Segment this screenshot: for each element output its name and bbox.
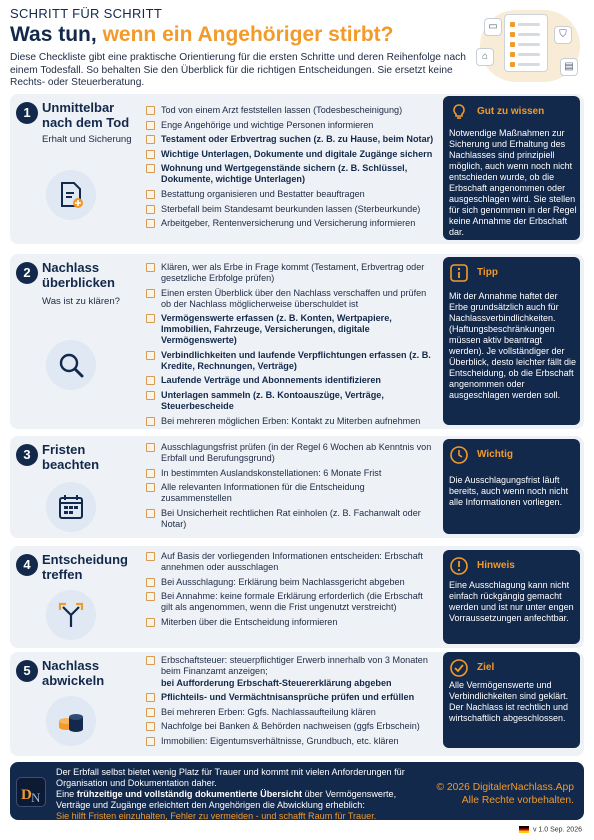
checklist-item[interactable]: Vermögenswerte erfassen (z. B. Konten, Wertpapiere, Immobilien, Fahrzeuge, Versicherungen, digitale Vermögenswerte) — [146, 313, 436, 346]
step-number: 1 — [16, 102, 38, 124]
clock-icon — [449, 445, 469, 465]
checkbox[interactable] — [146, 314, 155, 323]
checkbox[interactable] — [146, 737, 155, 746]
section-subtitle: Was ist zu klären? — [42, 296, 121, 307]
step-number: 2 — [16, 262, 38, 284]
footer-line-2: Eine frühzeitige und vollständig dokumentierte Übersicht über Vermögenswerte, Verträge und Zugänge erleichtert den Angehörigen die Abwicklung erheblich: — [56, 789, 397, 810]
checklist — [146, 105, 436, 233]
footer-message — [56, 767, 408, 822]
checklist-item[interactable]: Wichtige Unterlagen, Dokumente und digitale Zugänge sichern — [146, 149, 436, 160]
checklist-item[interactable]: Unterlagen sammeln (z. B. Kontoauszüge, Verträge, Steuerbescheide — [146, 390, 436, 412]
checkbox[interactable] — [146, 376, 155, 385]
checkbox[interactable] — [146, 121, 155, 130]
title-plain: Was tun, — [10, 23, 97, 46]
warning-icon — [449, 556, 469, 576]
version-label: v 1.0 Sep. 2026 — [519, 826, 582, 833]
checkbox[interactable] — [146, 135, 155, 144]
checkbox[interactable] — [146, 351, 155, 360]
checklist-illustration — [474, 6, 584, 84]
checkbox[interactable] — [146, 190, 155, 199]
step-number: 3 — [16, 444, 38, 466]
checkbox[interactable] — [146, 417, 155, 426]
checkbox[interactable] — [146, 592, 155, 601]
coins-icon — [46, 696, 96, 746]
svg-text:N: N — [31, 790, 41, 805]
checklist-item[interactable]: Bei mehreren möglichen Erben: Kontakt zu Miterben aufnehmen — [146, 416, 436, 427]
checklist — [146, 551, 436, 631]
checklist — [146, 655, 436, 751]
section-title: Nachlass abwickeln — [42, 658, 105, 688]
rights-line: Alle Rechte vorbehalten. — [461, 795, 574, 806]
checklist — [146, 262, 436, 430]
checklist-item[interactable]: Bei Unsicherheit rechtlichen Rat einholen (z. B. Fachanwalt oder Notar) — [146, 508, 436, 530]
tip-body: Mit der Annahme haftet der Erbe grundsätzlich auch für Nachlassverbindlichkeiten. (Haftungsbeschränkungen müssen aktiv beantragt werden). Je vollständiger der Überblick, desto leichter fällt die Entscheidung, ob die Erbschaft angenommen oder ausgeschlagen werden soll. — [449, 291, 577, 400]
tip-body: Eine Ausschlagung kann nicht einfach rückgängig gemacht werden und ist nur unter engen Vorraussetzungen anfechtbar. — [449, 580, 574, 623]
checkbox[interactable] — [146, 708, 155, 717]
tip-body: Die Ausschlagungsfrist läuft bereits, auch wenn noch nicht alle Informationen vorliegen. — [449, 475, 569, 507]
title-accent: wenn ein Angehöriger stirbt? — [102, 23, 394, 46]
checkbox[interactable] — [146, 578, 155, 587]
checklist-item[interactable]: Enge Angehörige und wichtige Personen informieren — [146, 120, 436, 131]
brand-logo — [16, 777, 46, 807]
checklist-item[interactable]: Immobilien: Eigentumsverhältnisse, Grundbuch, etc. klären — [146, 736, 436, 747]
checklist-item[interactable]: Klären, wer als Erbe in Frage kommt (Testament, Erbvertrag oder gesetzliche Erbfolge prüfen) — [146, 262, 436, 284]
checklist-item[interactable]: Testament oder Erbvertrag suchen (z. B. zu Hause, beim Notar) — [146, 134, 436, 145]
shield-icon: ⛉ — [554, 26, 572, 44]
checklist-item[interactable]: Alle relevanten Informationen für die Entscheidung zusammenstellen — [146, 482, 436, 504]
checkbox[interactable] — [146, 289, 155, 298]
checklist-item[interactable]: Einen ersten Überblick über den Nachlass verschaffen und prüfen ob der Nachlass möglicherweise überschuldet ist — [146, 288, 436, 310]
section-title: Fristen beachten — [42, 442, 100, 472]
checkbox[interactable] — [146, 164, 155, 173]
tip-box — [443, 652, 580, 748]
checklist-item-continuation: bei Aufforderung Erbschaft-Steuererklärung abgeben — [161, 677, 392, 688]
checklist-item[interactable]: Laufende Verträge und Abonnements identifizieren — [146, 375, 436, 386]
checklist-item[interactable]: Bei Annahme: keine formale Erklärung erforderlich (die Erbschaft gilt als angenommen, wenn die Frist ungenutzt verstreicht) — [146, 591, 436, 613]
footer-line-1: Der Erbfall selbst bietet wenig Platz für Trauer und kommt mit vielen Anforderungen für Organisation und Dokumentation daher. — [56, 767, 405, 788]
tip-box — [443, 96, 580, 240]
section-title: Nachlass überblicken — [42, 260, 115, 290]
checkbox[interactable] — [146, 509, 155, 518]
kicker: SCHRITT FÜR SCHRITT — [10, 6, 163, 21]
info-icon — [449, 263, 469, 283]
checkbox[interactable] — [146, 263, 155, 272]
checkbox[interactable] — [146, 722, 155, 731]
tip-body: Notwendige Maßnahmen zur Sicherung und Erhaltung des Nachlasses sind prinzipiell möglich, auch wenn noch nicht entschieden wurde, ob die Erbschaft angenommen oder ausgeschlagen wird. Sie stellen für sich genommen in der Regel keine Annahme der Erbschaft dar. — [449, 128, 577, 237]
checkbox[interactable] — [146, 469, 155, 478]
section-title: Entscheidung treffen — [42, 552, 128, 582]
checkbox[interactable] — [146, 656, 155, 665]
section-subtitle: Erhalt und Sicherung — [42, 134, 132, 145]
checklist-item[interactable]: Erbschaftsteuer: steuerpflichtiger Erwerb innerhalb von 3 Monaten beim Finanzamt anzeigen; — [146, 655, 436, 677]
checklist-item[interactable]: Sterbefall beim Standesamt beurkunden lassen (Sterbeurkunde) — [146, 204, 436, 215]
section-5 — [10, 652, 584, 756]
tip-title: Ziel — [477, 662, 495, 673]
checkbox[interactable] — [146, 205, 155, 214]
checklist-item[interactable]: Ausschlagungsfrist prüfen (in der Regel 6 Wochen ab Kenntnis von Erbfall und Berufungsgrund) — [146, 442, 436, 464]
checklist-item[interactable]: In bestimmten Auslandskonstellationen: 6 Monate Frist — [146, 468, 436, 479]
intro-text: Diese Checkliste gibt eine praktische Orientierung für die ersten Schritte und deren Reihenfolge nach einem Todesfall. So behalten Sie den Überblick für die richtigen Entscheidungen. Sie ersetzt keine Rechts- oder Steuerberatung. — [10, 52, 466, 89]
checklist-item[interactable]: Bestattung organisieren und Bestatter beauftragen — [146, 189, 436, 200]
checklist-item[interactable]: Auf Basis der vorliegenden Informationen entscheiden: Erbschaft annehmen oder ausschlagen — [146, 551, 436, 573]
checklist-item[interactable]: Tod von einem Arzt feststellen lassen (Todesbescheinigung) — [146, 105, 436, 116]
tip-title: Hinweis — [477, 560, 515, 571]
checklist-item[interactable]: Nachfolge bei Banken & Behörden nachweisen (ggfs Erbschein) — [146, 721, 436, 732]
svg-text:D: D — [21, 787, 32, 803]
checkbox[interactable] — [146, 693, 155, 702]
check-circle-icon — [449, 658, 469, 678]
section-1 — [10, 94, 584, 244]
checklist-item[interactable]: Wohnung und Wertgegenstände sichern (z. B. Schlüssel, Dokumente, wichtige Unterlagen) — [146, 163, 436, 185]
checkbox[interactable] — [146, 106, 155, 115]
checklist-item[interactable]: Miterben über die Entscheidung informieren — [146, 617, 436, 628]
checkbox[interactable] — [146, 483, 155, 492]
section-2 — [10, 254, 584, 429]
checkbox[interactable] — [146, 552, 155, 561]
step-number: 5 — [16, 660, 38, 682]
card-icon: ▭ — [484, 18, 502, 36]
checklist-item[interactable]: Arbeitgeber, Rentenversicherung und Versicherung informieren — [146, 218, 436, 229]
section-4 — [10, 546, 584, 648]
lightbulb-icon — [449, 102, 469, 122]
tip-box — [443, 550, 580, 644]
copyright-line: © 2026 DigitalerNachlass.App — [436, 782, 574, 793]
footer — [10, 762, 584, 820]
section-3 — [10, 436, 584, 538]
checklist-item[interactable]: Pflichteils- und Vermächtnisansprüche prüfen und erfüllen — [146, 692, 436, 703]
tip-title: Wichtig — [477, 449, 514, 460]
copyright — [414, 781, 574, 807]
document-add-icon — [46, 170, 96, 220]
tip-title: Tipp — [477, 267, 498, 278]
house-icon: ⌂ — [476, 48, 494, 66]
german-flag-icon — [519, 826, 529, 833]
tip-box — [443, 257, 580, 425]
magnifier-icon — [46, 340, 96, 390]
checklist — [146, 442, 436, 533]
checkbox[interactable] — [146, 443, 155, 452]
file-icon: ▤ — [560, 58, 578, 76]
tip-body: Alle Vermögenswerte und Verbindlichkeiten sind geklärt. Der Nachlass ist rechtlich und wirtschaftlich abgeschlossen. — [449, 680, 569, 723]
checklist-item[interactable]: Bei Ausschlagung: Erklärung beim Nachlassgericht abgeben — [146, 577, 436, 588]
footer-line-3: Sie hilft Fristen einzuhalten, Fehler zu vermeiden - und schafft Raum für Trauer. — [56, 811, 377, 821]
tip-title: Gut zu wissen — [477, 106, 545, 117]
clipboard-icon — [504, 14, 548, 72]
checkbox[interactable] — [146, 219, 155, 228]
checklist-item[interactable]: Bei mehreren Erben: Ggfs. Nachlassaufteilung klären — [146, 707, 436, 718]
checklist-item[interactable]: Verbindlichkeiten und laufende Verpflichtungen erfassen (z. B. Kredite, Rechnungen, Verträge) — [146, 350, 436, 372]
section-title: Unmittelbar nach dem Tod — [42, 100, 130, 130]
calendar-icon — [46, 482, 96, 532]
step-number: 4 — [16, 554, 38, 576]
split-arrows-icon — [46, 590, 96, 640]
checkbox[interactable] — [146, 391, 155, 400]
tip-box — [443, 439, 580, 534]
checkbox[interactable] — [146, 618, 155, 627]
checkbox[interactable] — [146, 150, 155, 159]
